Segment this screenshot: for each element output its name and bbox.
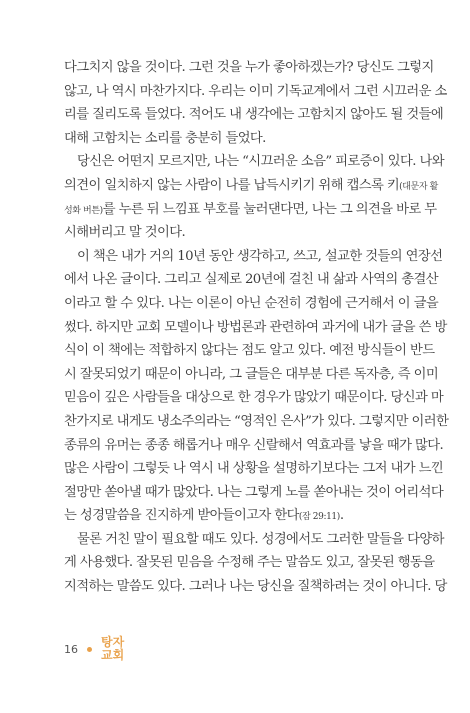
text-line: 당신은 어떤지 모르지만, 나는 “시끄러운 소음” 피로증이 있다. 나와: [77, 154, 445, 170]
text-line: 절망만 쏟아낼 때가 많았다. 나는 그렇게 노를 쏟아내는 것이 어리석다: [64, 484, 444, 500]
text-line: 게 사용했다. 잘못된 믿음을 수정해 주는 말씀도 있고, 잘못된 행동을: [64, 555, 435, 571]
text-line: [64, 174, 438, 198]
text-line: 다그치지 않을 것이다. 그런 것을 누가 좋아하겠는가? 당신도 그렇지: [64, 60, 434, 75]
text-line: 시 잘못되었기 때문이 아니라, 그 글들은 대부분 다른 독자층, 즉 이미: [64, 366, 439, 382]
small-annotation: (대문자 활: [399, 181, 438, 192]
text-line: [64, 504, 414, 528]
text-line: 물론 거친 말이 필요할 때도 있다. 성경에서도 그러한 말들을 다양하: [77, 531, 444, 547]
running-book-title: 탕자교회: [101, 635, 125, 662]
text-line: 않고, 나 역시 마찬가지다. 우리는 이미 기독교계에서 그런 시끄러운 소: [64, 83, 447, 99]
text-line: 식이 이 책에는 적합하지 않다는 점도 알고 있다. 예전 방식들이 반드: [64, 343, 435, 359]
text-segment: 는 성경말씀을 진지하게 받아들이고자 한다: [64, 508, 299, 524]
text-segment: 를 누른 뒤 느낌표 부호를 눌러댄다면, 나는 그 의견을 바로 무: [102, 201, 437, 217]
text-line: 종류의 유머는 종종 해롭거나 매우 신랄해서 역효과를 낳을 때가 많다.: [64, 437, 444, 453]
text-line: 리를 질리도록 들었다. 적어도 내 생각에는 고함치지 않아도 될 것들에: [64, 107, 444, 123]
page-footer: [64, 632, 127, 666]
text-line: 이라고 할 수 있다. 나는 이론이 아닌 순전히 경험에 근거해서 이 글을: [64, 295, 439, 311]
small-annotation: 성화 버튼): [64, 205, 103, 216]
text-line: 이 책은 내가 거의 10년 동안 생각하고, 쓰고, 설교한 것들의 연장선: [77, 248, 443, 264]
text-line: 찬가지로 내게도 냉소주의라는 “영적인 은사”가 있다. 그렇지만 이러한: [64, 413, 449, 429]
page-number: 16: [64, 642, 78, 656]
text-segment: .: [339, 508, 344, 524]
scripture-reference: (잠 29:11): [298, 512, 340, 523]
text-line: [64, 198, 437, 222]
bullet-dot-icon: [87, 647, 92, 652]
text-segment: 의견이 일치하지 않는 사람이 나를 납득시키기 위해 캡스록 키: [64, 177, 400, 193]
text-line: 시해버리고 말 것이다.: [64, 225, 186, 241]
body-text: [64, 56, 449, 599]
text-line: 믿음이 깊은 사람들을 대상으로 한 경우가 많았기 때문이다. 당신과 마: [64, 390, 444, 406]
text-line: 대해 고함치는 소리를 충분히 들었다.: [64, 130, 266, 146]
text-line: 에서 나온 글이다. 그리고 실제로 20년에 걸친 내 삶과 사역의 총결산: [64, 272, 438, 288]
text-line: 많은 사람이 그렇듯 나 역시 내 상황을 설명하기보다는 그저 내가 느낀: [64, 461, 444, 477]
text-line: 지적하는 말씀도 있다. 그러나 나는 당신을 질책하려는 것이 아니다. 당: [64, 579, 447, 595]
text-line: 썼다. 하지만 교회 모델이나 방법론과 관련하여 과거에 내가 글을 쓴 방: [64, 319, 447, 335]
